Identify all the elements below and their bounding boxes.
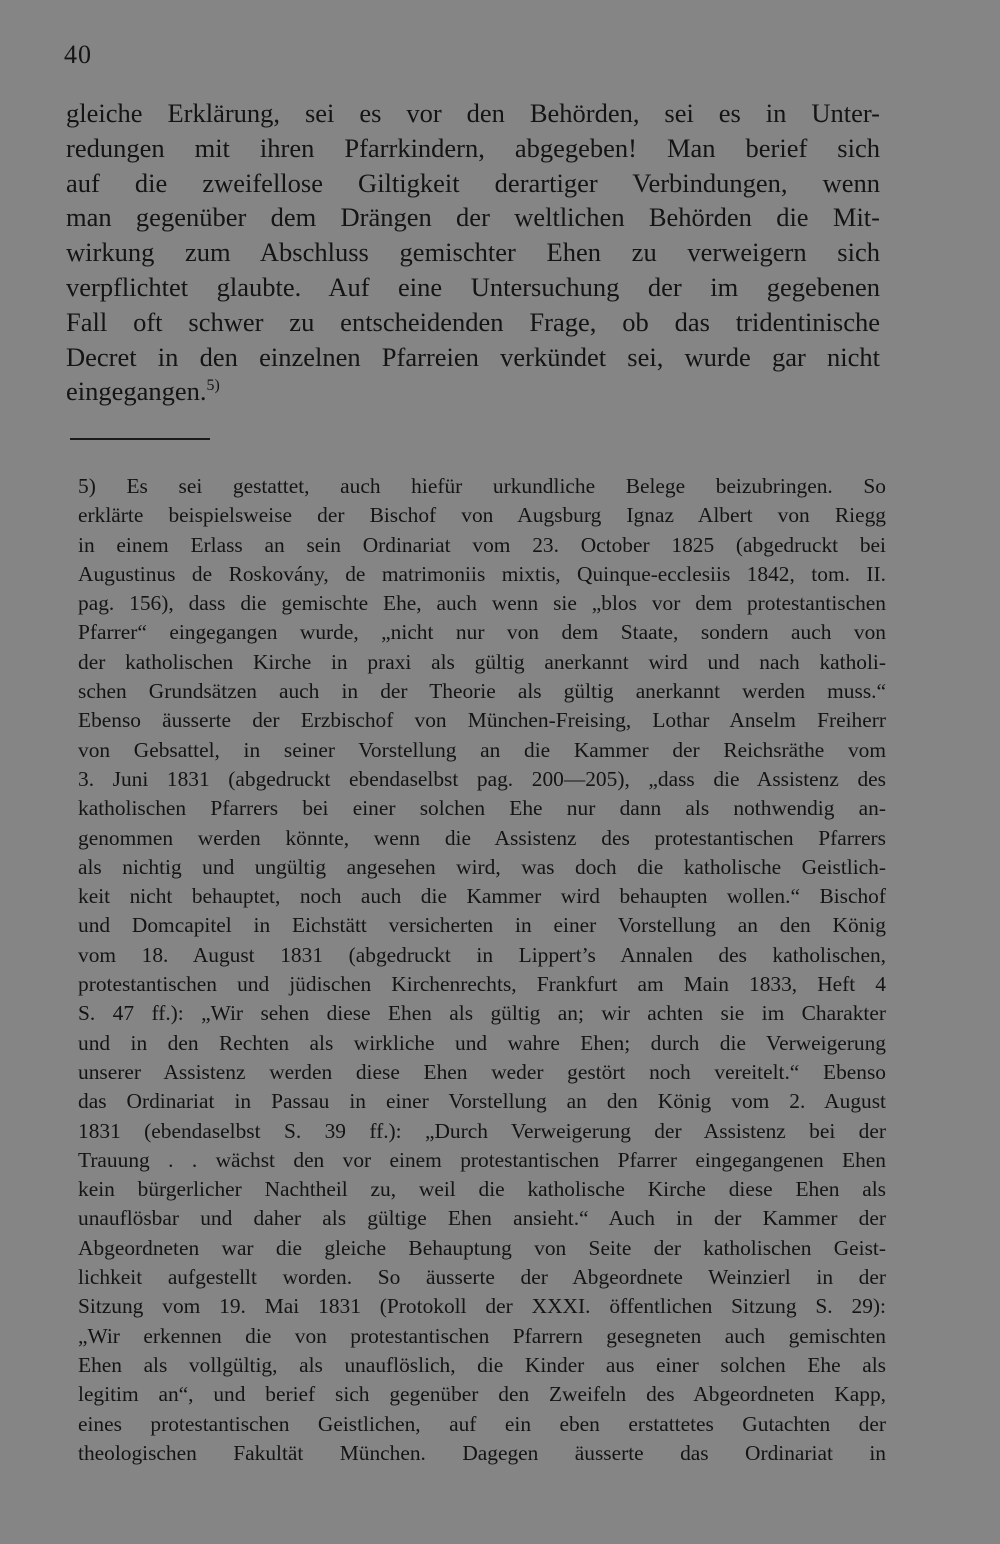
footnote-line: lichkeit aufgestellt worden. So äusserte der Abgeordnete Weinzierl in der bbox=[78, 1265, 886, 1290]
footnote-line: theologischen Fakultät München. Dagegen äusserte das Ordinariat in bbox=[78, 1440, 886, 1465]
main-text bbox=[66, 96, 880, 409]
footnote-line: „Wir erkennen die von protestantischen Pfarrern gesegneten auch gemischten bbox=[78, 1323, 886, 1348]
footnote-line: keit nicht behauptet, noch auch die Kammer wird behaupten wollen.“ Bischof bbox=[78, 884, 886, 909]
footnote-line: S. 47 ff.): „Wir sehen diese Ehen als gültig an; wir achten sie im Charakter bbox=[78, 1001, 886, 1026]
footnote-line: protestantischen und jüdischen Kirchenrechts, Frankfurt am Main 1833, Heft 4 bbox=[78, 972, 886, 997]
main-text-line: Fall oft schwer zu entscheidenden Frage, ob das tridentinische bbox=[66, 306, 880, 337]
footnote-line: unauflösbar und daher als gültige Ehen ansieht.“ Auch in der Kammer der bbox=[78, 1206, 886, 1231]
footnote-line: Pfarrer“ eingegangen wurde, „nicht nur von dem Staate, sondern auch von bbox=[78, 620, 886, 645]
footnote-line: erklärte beispielsweise der Bischof von Augsburg Ignaz Albert von Riegg bbox=[78, 503, 886, 528]
main-text-line: wirkung zum Abschluss gemischter Ehen zu verweigern sich bbox=[66, 237, 880, 268]
footnote-line: schen Grundsätzen auch in der Theorie als gültig anerkannt werden muss.“ bbox=[78, 679, 886, 704]
footnote-line: 1831 (ebendaselbst S. 39 ff.): „Durch Verweigerung der Assistenz bei der bbox=[78, 1118, 886, 1143]
footnote-line: Sitzung vom 19. Mai 1831 (Protokoll der XXXI. öffentlichen Sitzung S. 29): bbox=[78, 1294, 886, 1319]
main-text-line: redungen mit ihren Pfarrkindern, abgegeben! Man berief sich bbox=[66, 132, 880, 163]
main-text-last-words: eingegangen. bbox=[66, 376, 207, 407]
footnote-line: Abgeordneten war die gleiche Behauptung von Seite der katholischen Geist- bbox=[78, 1235, 886, 1260]
footnote-line: unserer Assistenz werden diese Ehen weder gestört noch vereitelt.“ Ebenso bbox=[78, 1059, 886, 1084]
main-text-line: man gegenüber dem Drängen der weltlichen Behörden die Mit- bbox=[66, 202, 880, 233]
footnote-line: katholischen Pfarrers bei einer solchen Ehe nur dann als nothwendig an- bbox=[78, 796, 886, 821]
footnote-line: und Domcapitel in Eichstätt versicherten in einer Vorstellung an den König bbox=[78, 913, 886, 938]
main-text-line: verpflichtet glaubte. Auf eine Untersuchung der im gegebenen bbox=[66, 271, 880, 302]
footnote-line: Ehen als vollgültig, als unauflöslich, die Kinder aus einer solchen Ehe als bbox=[78, 1352, 886, 1377]
footnote-line: Trauung . . wächst den vor einem protestantischen Pfarrer eingegangenen Ehen bbox=[78, 1147, 886, 1172]
footnote-line: 3. Juni 1831 (abgedruckt ebendaselbst pag. 200—205), „dass die Assistenz des bbox=[78, 766, 886, 791]
footnote-line: vom 18. August 1831 (abgedruckt in Lippert’s Annalen des katholischen, bbox=[78, 942, 886, 967]
footnote-line: kein bürgerlicher Nachtheil zu, weil die katholische Kirche diese Ehen als bbox=[78, 1177, 886, 1202]
footnote-line: pag. 156), dass die gemischte Ehe, auch wenn sie „blos vor dem protestantischen bbox=[78, 591, 886, 616]
footnote-line: legitim an“, und berief sich gegenüber den Zweifeln des Abgeordneten Kapp, bbox=[78, 1382, 886, 1407]
footnote-line: und in den Rechten als wirkliche und wahre Ehen; durch die Verweigerung bbox=[78, 1030, 886, 1055]
footnote-line: von Gebsattel, in seiner Vorstellung an die Kammer der Reichsräthe vom bbox=[78, 737, 886, 762]
footnote-reference: 5) bbox=[206, 377, 220, 395]
footnote-line: in einem Erlass an sein Ordinariat vom 23. October 1825 (abgedruckt bei bbox=[78, 532, 886, 557]
footnote-line: der katholischen Kirche in praxi als gültig anerkannt wird und nach katholi- bbox=[78, 649, 886, 674]
main-text-line: auf die zweifellose Giltigkeit derartiger Verbindungen, wenn bbox=[66, 167, 880, 198]
footnote-separator bbox=[70, 438, 210, 440]
main-text-line bbox=[66, 374, 880, 409]
main-text-line: Decret in den einzelnen Pfarreien verkündet sei, wurde gar nicht bbox=[66, 341, 880, 372]
footnote-line: genommen werden könnte, wenn die Assistenz des protestantischen Pfarrers bbox=[78, 825, 886, 850]
page-number: 40 bbox=[64, 40, 92, 69]
footnote-line: Augustinus de Roskovány, de matrimoniis mixtis, Quinque-ecclesiis 1842, tom. II. bbox=[78, 561, 886, 586]
footnote bbox=[78, 472, 886, 1468]
footnote-line: als nichtig und ungültig angesehen wird, was doch die katholische Geistlich- bbox=[78, 854, 886, 879]
footnote-line: eines protestantischen Geistlichen, auf ein eben erstattetes Gutachten der bbox=[78, 1411, 886, 1436]
footnote-line: das Ordinariat in Passau in einer Vorstellung an den König vom 2. August bbox=[78, 1089, 886, 1114]
footnote-line: Ebenso äusserte der Erzbischof von München-Freising, Lothar Anselm Freiherr bbox=[78, 708, 886, 733]
footnote-line: 5) Es sei gestattet, auch hiefür urkundliche Belege beizubringen. So bbox=[78, 474, 886, 498]
main-text-line: gleiche Erklärung, sei es vor den Behörden, sei es in Unter- bbox=[66, 98, 880, 128]
